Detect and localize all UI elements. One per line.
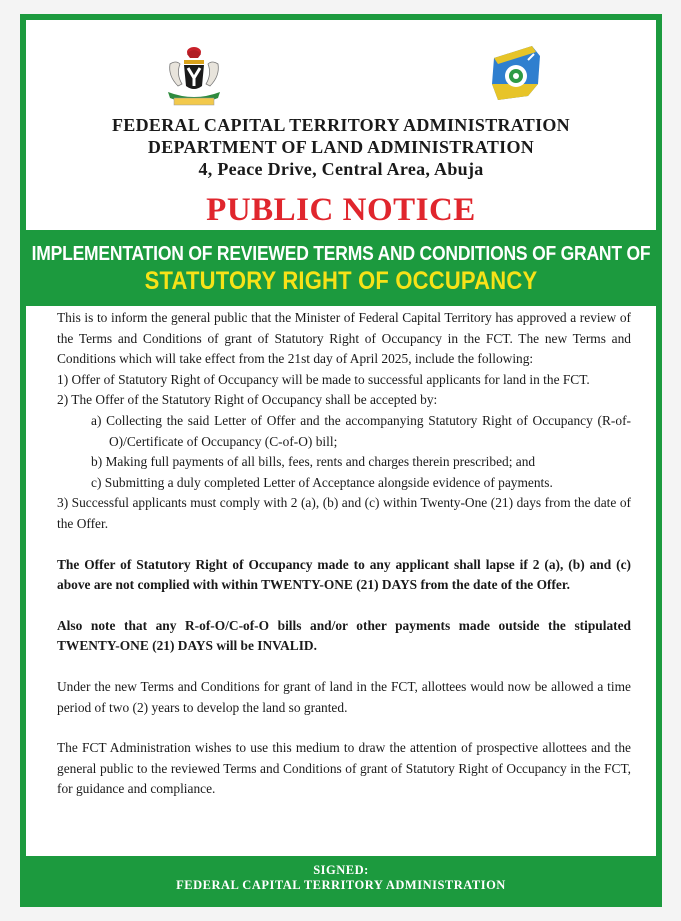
list-item-2: 2) The Offer of the Statutory Right of Occupancy shall be accepted by: — [57, 392, 438, 408]
agency-header — [26, 114, 656, 180]
list-item-1: 1) Offer of Statutory Right of Occupancy will be made to successful applicants for land in the FCT. — [57, 371, 590, 387]
nigeria-coat-of-arms-icon — [160, 42, 228, 108]
development-period-paragraph: Under the new Terms and Conditions for grant of land in the FCT, allottees would now be allowed a time period of two (2) years to develop the land so granted. — [57, 678, 631, 715]
list-item-2c: c) Submitting a duly completed Letter of Acceptance alongside evidence of payments. — [91, 474, 553, 490]
notice-title: PUBLIC NOTICE — [206, 192, 476, 228]
signatory-name: FEDERAL CAPITAL TERRITORY ADMINISTRATION — [176, 878, 506, 892]
closing-paragraph: The FCT Administration wishes to use this medium to draw the attention of prospective allottees and the general public to the reviewed Terms and Conditions of grant of Statutory Right of Occupancy in the FCT, for guidance and compliance. — [57, 740, 631, 797]
list-item-2b: b) Making full payments of all bills, fees, rents and charges therein prescribed; and — [91, 454, 536, 470]
department-name: DEPARTMENT OF LAND ADMINISTRATION — [147, 137, 535, 157]
signature-footer — [26, 856, 656, 901]
notice-body — [57, 308, 631, 800]
signed-label: SIGNED: — [313, 863, 369, 877]
list-item-3: 3) Successful applicants must comply with 2 (a), (b) and (c) within Twenty-One (21) days from the date of the Offer. — [57, 495, 631, 531]
agency-name: FEDERAL CAPITAL TERRITORY ADMINISTRATION — [112, 115, 570, 135]
notice-banner — [26, 230, 656, 306]
lapse-warning: The Offer of Statutory Right of Occupancy made to any applicant shall lapse if 2 (a), (b) and (c) above are not complied with within TWENTY-ONE (21) DAYS from the date of the Offer. — [57, 556, 631, 593]
banner-line-2: STATUTORY RIGHT OF OCCUPANCY — [144, 266, 538, 295]
public-notice-page — [20, 14, 662, 907]
agency-address: 4, Peace Drive, Central Area, Abuja — [198, 159, 484, 179]
fct-administration-logo-icon — [488, 44, 544, 102]
banner-line-1: IMPLEMENTATION OF REVIEWED TERMS AND CONDITIONS OF GRANT OF — [31, 241, 651, 265]
intro-paragraph: This is to inform the general public that the Minister of Federal Capital Territory has approved a review of the Terms and Conditions of grant of Statutory Right of Occupancy in the FCT. The new Terms and Conditions which will take effect from the 21st day of April 2025, include the following: — [57, 310, 631, 367]
invalid-payments-warning: Also note that any R-of-O/C-of-O bills and/or other payments made outside the stipulated TWENTY-ONE (21) DAYS will be INVALID. — [57, 617, 631, 654]
list-item-2a: a) Collecting the said Letter of Offer and the accompanying Statutory Right of Occupancy (R-of-O)/Certificate of Occupancy (C-of-O) bill; — [91, 412, 631, 449]
